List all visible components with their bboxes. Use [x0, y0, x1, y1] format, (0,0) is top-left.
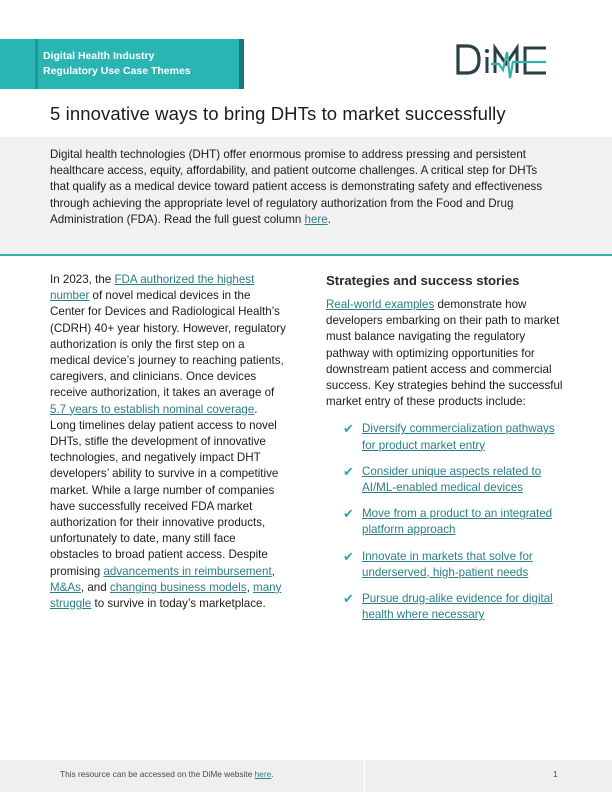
- checkmark-icon: ✔: [343, 421, 354, 437]
- text-segment: . Long timelines delay patient access to novel DHTs, stifle the development of innovative technologies, and negatively impact DHT developers’ ability to survive in a competitive market. While a large number of companies have successfully received FDA market authorization for their innovative products, unfortunately to date, many still face obstacles to broad patient access. Despite promising: [50, 402, 279, 578]
- banner-line-2: Regulatory Use Case Themes: [43, 65, 191, 77]
- m-and-a-link[interactable]: M&As: [50, 580, 81, 594]
- strategies-list: [326, 421, 571, 623]
- intro-paragraph: [50, 147, 558, 228]
- many-struggle-link[interactable]: many struggle: [50, 580, 282, 611]
- checkmark-icon: ✔: [343, 463, 354, 479]
- checkmark-icon: ✔: [343, 548, 354, 564]
- text-segment: In 2023, the: [50, 273, 115, 286]
- checkmark-icon: ✔: [343, 591, 354, 607]
- strategy-link-5[interactable]: Pursue drug-alike evidence for digital health where necessary: [362, 592, 553, 622]
- text-segment: of novel medical devices in the Center for Devices and Radiological Health’s (CDRH) 40+ year history. However, regulatory authorization is only the first step on a medical device’s journey to reaching patients, caregivers, and clinicians. Once devices receive authorization, it takes an average of: [50, 289, 286, 400]
- list-item: [326, 464, 571, 496]
- footer-text-segment: This resource can be accessed on the DiMe website: [60, 769, 255, 779]
- right-column: [326, 272, 571, 633]
- text-segment: ,: [246, 580, 254, 594]
- header-banner: [0, 39, 241, 89]
- banner-title: [43, 49, 233, 79]
- footer-text: [60, 769, 274, 779]
- intro-divider: [0, 254, 612, 256]
- reimbursement-link[interactable]: advancements in reimbursement: [103, 564, 272, 578]
- intro-text: Digital health technologies (DHT) offer enormous promise to address pressing and persistent healthcare access, equity, affordability, and patient outcome challenges. A critical step for DHTs that qualify as a medical device toward patient access is demonstrating safety and effectiveness through achieving the appropriate level of regulatory authorization from the Food and Drug Administration (FDA). Read the full guest column: [50, 148, 543, 226]
- text-segment: , and: [80, 580, 110, 594]
- strategy-link-3[interactable]: Move from a product to an integrated platform approach: [362, 507, 553, 537]
- strategy-link-2[interactable]: Consider unique aspects related to AI/ML-enabled medical devices: [362, 464, 542, 495]
- list-item: [326, 591, 571, 623]
- page-footer: [0, 760, 612, 792]
- list-item: [326, 506, 571, 538]
- checkmark-icon: ✔: [343, 506, 354, 522]
- list-item: [326, 549, 571, 581]
- dime-logo-graphic: [455, 42, 550, 82]
- coverage-link[interactable]: 5.7 years to establish nominal coverage: [50, 402, 255, 416]
- fda-authorized-link[interactable]: FDA authorized the highest number: [50, 273, 255, 303]
- strategy-link-1[interactable]: Diversify commercialization pathways for product market entry: [362, 422, 555, 452]
- list-item: [326, 421, 571, 453]
- text-segment: to survive in today’s marketplace.: [91, 597, 266, 611]
- footer-divider: [364, 760, 365, 792]
- text-segment: ,: [271, 564, 275, 578]
- page-number: 1: [553, 769, 558, 779]
- page-title: 5 innovative ways to bring DHTs to market successfully: [50, 103, 506, 124]
- strategies-heading: Strategies and success stories: [326, 273, 520, 288]
- strategies-paragraph: [326, 297, 571, 410]
- dime-website-link[interactable]: here: [254, 769, 272, 779]
- banner-line-1: Digital Health Industry: [43, 50, 155, 62]
- intro-box: [0, 137, 612, 254]
- guest-column-link[interactable]: here: [304, 212, 328, 226]
- intro-end: .: [327, 212, 331, 226]
- real-world-examples-link[interactable]: Real-world examples: [326, 298, 435, 311]
- strategies-text: demonstrate how developers embarking on their path to market must balance navigating the regulatory pathway with optimizing opportunities for downstream patient access and commercial success. Key strategies behind the successful market entry of these products include:: [326, 298, 563, 409]
- dime-logo: [455, 42, 550, 82]
- left-column-paragraph: [50, 272, 286, 612]
- business-models-link[interactable]: changing business models: [109, 580, 247, 594]
- footer-end: .: [271, 769, 274, 779]
- strategy-link-4[interactable]: Innovate in markets that solve for underserved, high-patient needs: [362, 549, 533, 579]
